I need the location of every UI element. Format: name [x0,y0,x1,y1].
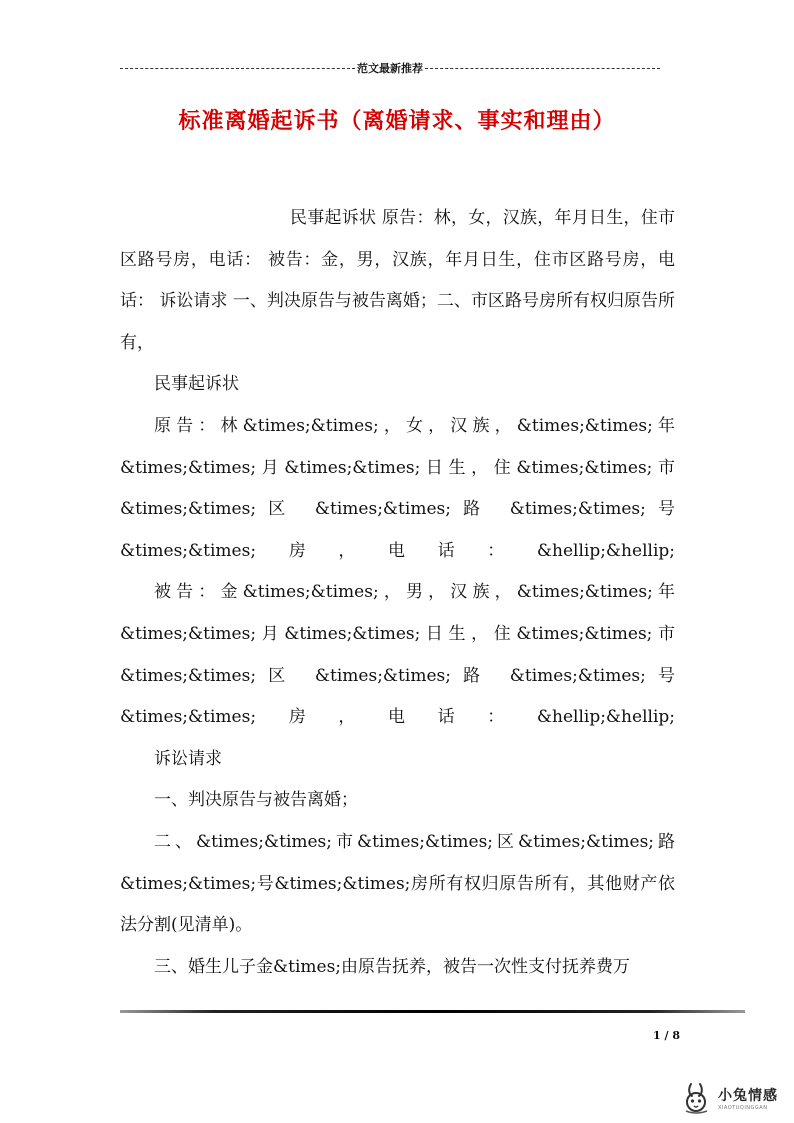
plaintiff-paragraph: 原告：林&times;&times;，女，汉族，&times;&times;年&times;&times;月&times;&times;日生，住&times;&times;市&times;&times;区 &times;&times;路 &times;&times;号&times;&times;房，电话：&hellip;&hellip; [120,415,675,561]
rabbit-logo-icon [680,1081,714,1115]
page-number: 1 / 8 [653,1029,680,1042]
heading-claims: 诉讼请求 [154,748,222,769]
header-dash-right [425,68,660,69]
document-title: 标准离婚起诉书（离婚请求、事实和理由） [178,108,616,134]
summary-paragraph: 民事起诉状 原告：林，女，汉族，年月日生，住市区路号房，电话： 被告：金，男，汉族，年月日生，住市区路号房，电话： 诉讼请求 一、判决原告与被告离婚；二、市区路号房所有权归原告所有， [120,208,675,353]
document-body [120,198,675,988]
page-header [120,61,660,75]
footer-rule [120,1010,745,1013]
header-label: 范文最新推荐 [357,62,423,75]
claim-item-2: 二、&times;&times;市&times;&times;区&times;&times;路&times;&times;号&times;&times;房所有权归原告所有，其他财产依法分割(见清单)。 [120,831,675,936]
watermark-brand: 小兔情感 [718,1088,778,1104]
watermark-text [718,1085,778,1111]
defendant-paragraph: 被告：金&times;&times;，男，汉族，&times;&times;年&times;&times;月&times;&times;日生，住&times;&times;市&times;&times;区 &times;&times;路 &times;&times;号&times;&times;房，电话：&hellip;&hellip; [120,582,675,728]
claim-item-1: 一、判决原告与被告离婚； [154,790,358,811]
claim-item-3: 三、婚生儿子金&times;由原告抚养，被告一次性支付抚养费万 [154,956,631,977]
watermark-sub: XIAOTUQINGGAN [718,1105,768,1111]
header-dash-left [120,68,355,69]
heading-complaint: 民事起诉状 [154,374,239,395]
watermark [680,1080,790,1116]
